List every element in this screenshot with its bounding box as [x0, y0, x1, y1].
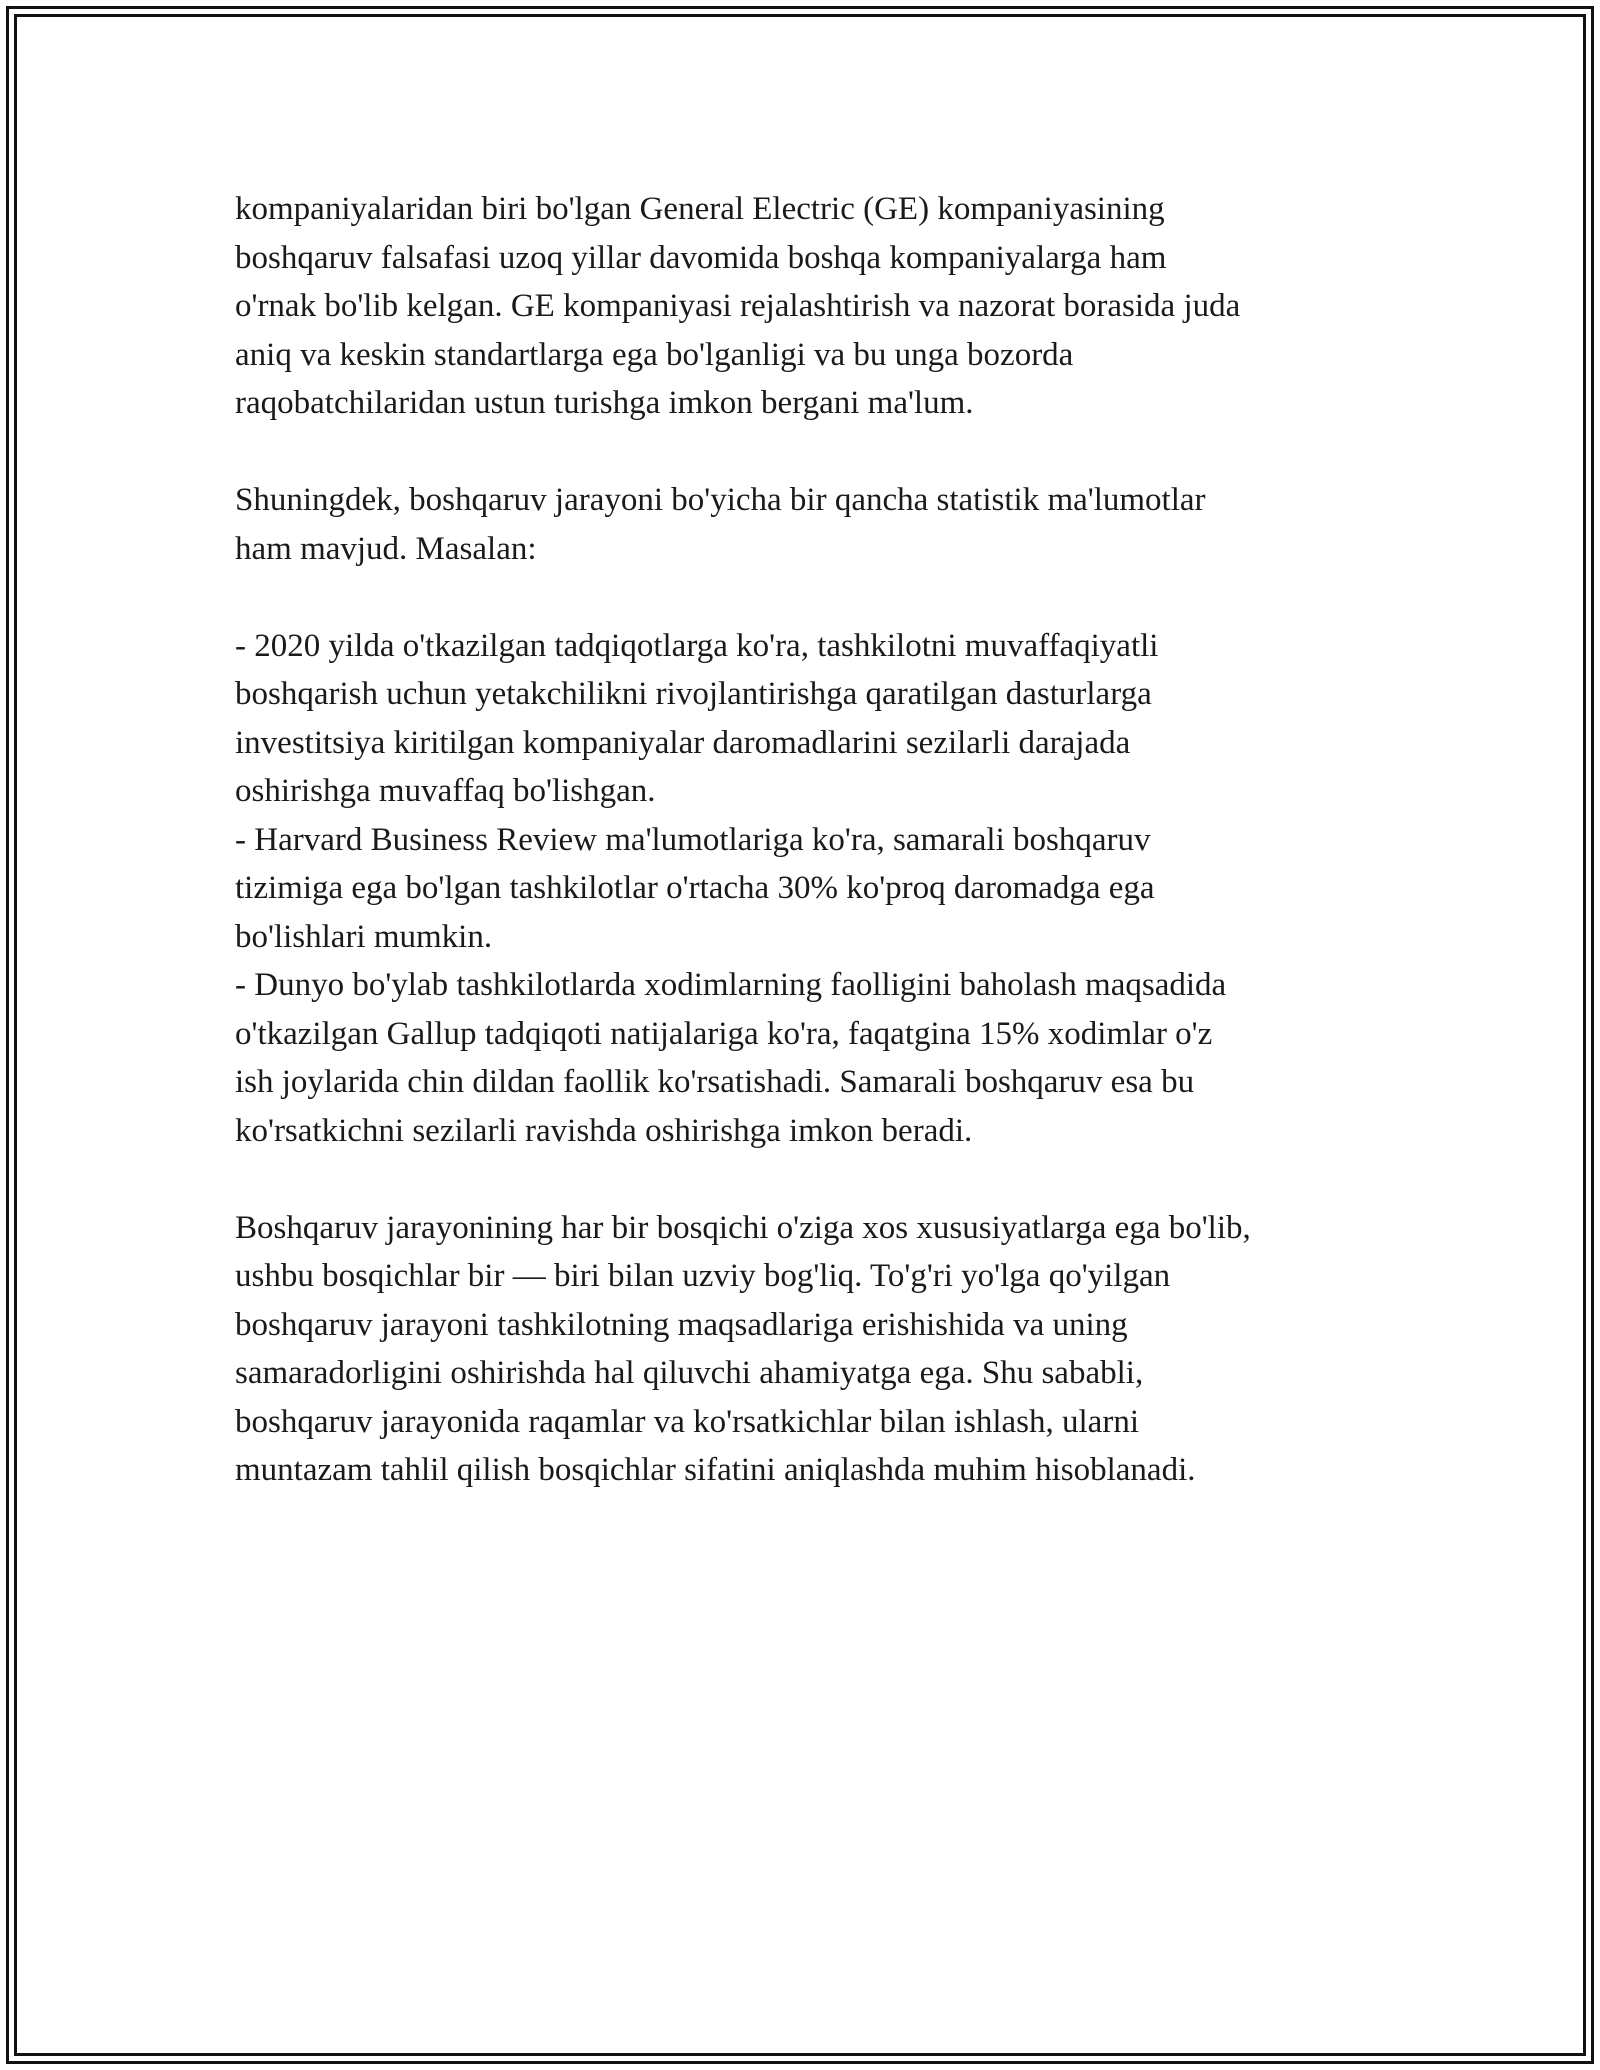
text-line: samaradorligini oshirishda hal qiluvchi ahamiyatga ega. Shu sababli,: [235, 1355, 1144, 1391]
text-line: Shuningdek, boshqaruv jarayoni bo'yicha bir qancha statistik ma'lumotlar: [235, 482, 1206, 518]
paragraph-statistics-list: [235, 622, 1395, 1156]
paragraph-conclusion: [235, 1204, 1395, 1495]
list-item-line: - 2020 yilda o'tkazilgan tadqiqotlarga ko'ra, tashkilotni muvaffaqiyatli: [235, 627, 1159, 664]
text-line: raqobatchilaridan ustun turishga imkon bergani ma'lum.: [235, 385, 974, 421]
list-item-line: - Dunyo bo'ylab tashkilotlarda xodimlarning faolligini baholash maqsadida: [235, 967, 1227, 1003]
text-line: boshqaruv falsafasi uzoq yillar davomida boshqa kompaniyalarga ham: [235, 239, 1167, 276]
text-line: muntazam tahlil qilish bosqichlar sifatini aniqlashda muhim hisoblanadi.: [235, 1452, 1196, 1488]
paragraph-ge-philosophy: [235, 185, 1395, 428]
list-item-line: oshirishga muvaffaq bo'lishgan.: [235, 773, 656, 809]
paragraph-statistics-intro: [235, 476, 1395, 573]
list-item-line: investitsiya kiritilgan kompaniyalar daromadlarini sezilarli darajada: [235, 724, 1131, 761]
text-line: ushbu bosqichlar bir — biri bilan uzviy bog'liq. To'g'ri yo'lga qo'yilgan: [235, 1258, 1171, 1294]
text-line: kompaniyalaridan biri bo'lgan General Electric (GE) kompaniyasining: [235, 191, 1165, 227]
list-item-line: o'tkazilgan Gallup tadqiqoti natijalariga ko'ra, faqatgina 15% xodimlar o'z: [235, 1015, 1213, 1052]
text-line: boshqaruv jarayoni tashkilotning maqsadlariga erishishida va uning: [235, 1306, 1128, 1343]
text-line: aniq va keskin standartlarga ega bo'lganligi va bu unga bozorda: [235, 336, 1074, 373]
list-item-line: - Harvard Business Review ma'lumotlariga ko'ra, samarali boshqaruv: [235, 821, 1151, 858]
text-line: o'rnak bo'lib kelgan. GE kompaniyasi rejalashtirish va nazorat borasida juda: [235, 288, 1241, 324]
text-line: Boshqaruv jarayonining har bir bosqichi o'ziga xos xususiyatlarga ega bo'lib,: [235, 1209, 1251, 1246]
list-item-line: boshqarish uchun yetakchilikni rivojlantirishga qaratilgan dasturlarga: [235, 676, 1152, 712]
list-item-line: bo'lishlari mumkin.: [235, 918, 493, 955]
list-item-line: ko'rsatkichni sezilarli ravishda oshirishga imkon beradi.: [235, 1112, 973, 1149]
text-line: ham mavjud. Masalan:: [235, 530, 537, 567]
text-line: boshqaruv jarayonida raqamlar va ko'rsatkichlar bilan ishlash, ularni: [235, 1403, 1139, 1440]
list-item-line: tizimiga ega bo'lgan tashkilotlar o'rtacha 30% ko'proq daromadga ega: [235, 870, 1155, 906]
document-body: [235, 185, 1395, 1543]
list-item-line: ish joylarida chin dildan faollik ko'rsatishadi. Samarali boshqaruv esa bu: [235, 1064, 1195, 1100]
